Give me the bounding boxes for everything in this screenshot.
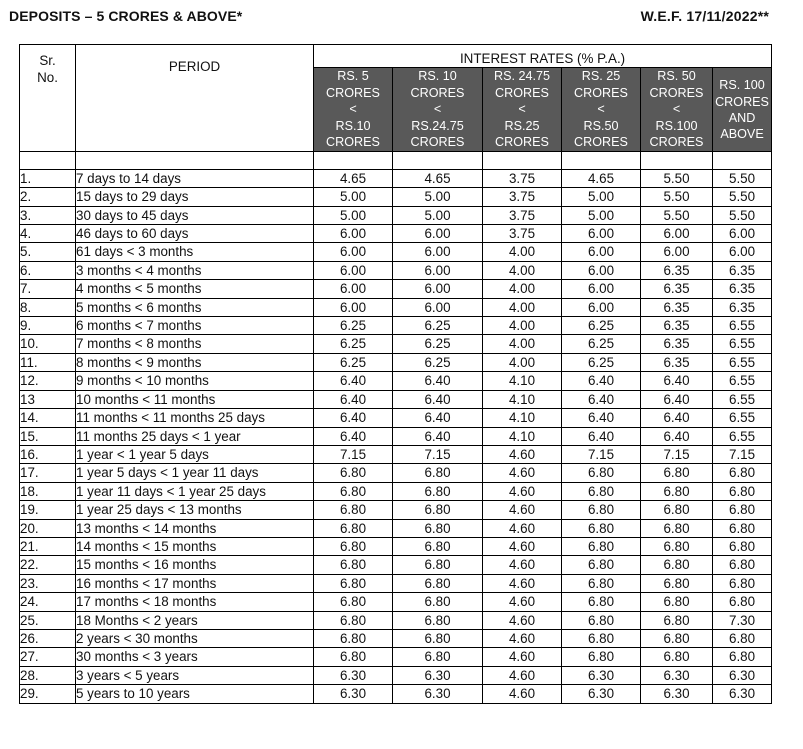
rate-cell: 6.25 xyxy=(314,335,393,353)
rate-cell: 6.80 xyxy=(713,629,772,647)
rate-cell: 6.55 xyxy=(713,317,772,335)
sr-no-cell: 16. xyxy=(20,445,76,463)
spacer-row xyxy=(20,152,772,169)
interest-rates-header: INTEREST RATES (% P.A.) xyxy=(314,45,772,68)
rate-cell: 5.50 xyxy=(641,188,713,206)
rate-cell: 6.35 xyxy=(713,280,772,298)
rate-cell: 6.25 xyxy=(314,317,393,335)
period-cell: 8 months < 9 months xyxy=(76,353,314,371)
rate-cell: 4.60 xyxy=(483,685,562,703)
rate-cell: 6.40 xyxy=(641,390,713,408)
rate-cell: 6.80 xyxy=(314,648,393,666)
rate-cell: 6.55 xyxy=(713,409,772,427)
rate-cell: 6.80 xyxy=(393,482,483,500)
rate-cell: 4.60 xyxy=(483,482,562,500)
period-cell: 1 year 5 days < 1 year 11 days xyxy=(76,464,314,482)
rate-cell: 6.80 xyxy=(562,611,641,629)
rate-cell: 6.00 xyxy=(641,225,713,243)
rate-cell: 4.60 xyxy=(483,537,562,555)
rate-cell: 6.00 xyxy=(713,243,772,261)
rate-cell: 6.00 xyxy=(562,243,641,261)
rate-cell: 5.00 xyxy=(562,206,641,224)
period-cell: 3 years < 5 years xyxy=(76,666,314,684)
rate-cell: 4.65 xyxy=(393,169,483,187)
rate-cell: 6.40 xyxy=(641,372,713,390)
sr-no-cell: 27. xyxy=(20,648,76,666)
rate-cell: 6.35 xyxy=(641,335,713,353)
table-row xyxy=(20,593,772,611)
rate-cell: 6.00 xyxy=(393,280,483,298)
rate-cell: 4.65 xyxy=(562,169,641,187)
period-cell: 11 months 25 days < 1 year xyxy=(76,427,314,445)
rate-cell: 4.60 xyxy=(483,648,562,666)
sr-no-cell: 12. xyxy=(20,372,76,390)
period-cell: 11 months < 11 months 25 days xyxy=(76,409,314,427)
rate-cell: 6.80 xyxy=(641,629,713,647)
rate-cell: 6.00 xyxy=(393,261,483,279)
table-row xyxy=(20,574,772,592)
sr-no-cell: 2. xyxy=(20,188,76,206)
rate-cell: 6.00 xyxy=(393,298,483,316)
rate-cell: 6.80 xyxy=(393,611,483,629)
table-row xyxy=(20,611,772,629)
sr-no-cell: 14. xyxy=(20,409,76,427)
period-cell: 6 months < 7 months xyxy=(76,317,314,335)
rate-cell: 6.00 xyxy=(393,225,483,243)
rate-cell: 6.00 xyxy=(562,225,641,243)
rate-cell: 6.80 xyxy=(562,464,641,482)
table-row xyxy=(20,243,772,261)
sr-no-cell: 13 xyxy=(20,390,76,408)
slab-header-2: RS. 10 CRORES < RS.24.75 CRORES xyxy=(393,68,483,152)
rate-cell: 6.80 xyxy=(314,464,393,482)
rate-cell: 6.25 xyxy=(562,353,641,371)
rate-cell: 6.80 xyxy=(562,482,641,500)
rate-cell: 6.40 xyxy=(641,427,713,445)
rate-cell: 5.50 xyxy=(713,188,772,206)
rate-cell: 4.00 xyxy=(483,317,562,335)
rate-cell: 6.80 xyxy=(641,464,713,482)
table-row xyxy=(20,261,772,279)
rate-cell: 6.80 xyxy=(393,648,483,666)
spacer-cell xyxy=(641,152,713,169)
rate-cell: 6.30 xyxy=(314,685,393,703)
rate-cell: 6.80 xyxy=(562,593,641,611)
rate-cell: 5.00 xyxy=(314,206,393,224)
rate-cell: 6.00 xyxy=(393,243,483,261)
table-row xyxy=(20,409,772,427)
period-cell: 30 days to 45 days xyxy=(76,206,314,224)
rate-cell: 6.00 xyxy=(314,298,393,316)
rate-cell: 6.80 xyxy=(641,648,713,666)
period-header: PERIOD xyxy=(76,45,314,152)
period-cell: 9 months < 10 months xyxy=(76,372,314,390)
rate-cell: 6.35 xyxy=(641,298,713,316)
rate-cell: 6.00 xyxy=(641,243,713,261)
rate-cell: 6.80 xyxy=(314,611,393,629)
sr-no-cell: 5. xyxy=(20,243,76,261)
rate-cell: 6.40 xyxy=(393,409,483,427)
rate-cell: 6.25 xyxy=(562,317,641,335)
rate-cell: 6.40 xyxy=(641,409,713,427)
rate-cell: 6.00 xyxy=(562,280,641,298)
sr-no-cell: 26. xyxy=(20,629,76,647)
rate-cell: 6.55 xyxy=(713,335,772,353)
rate-cell: 4.60 xyxy=(483,464,562,482)
rate-cell: 7.15 xyxy=(393,445,483,463)
rate-cell: 6.30 xyxy=(562,666,641,684)
rate-cell: 6.80 xyxy=(314,574,393,592)
rate-cell: 6.40 xyxy=(393,390,483,408)
sr-no-cell: 1. xyxy=(20,169,76,187)
rate-cell: 4.60 xyxy=(483,556,562,574)
table-row xyxy=(20,666,772,684)
period-cell: 7 days to 14 days xyxy=(76,169,314,187)
rate-cell: 6.80 xyxy=(562,648,641,666)
rate-cell: 6.30 xyxy=(641,666,713,684)
spacer-cell xyxy=(393,152,483,169)
rate-cell: 6.80 xyxy=(641,519,713,537)
rate-cell: 6.80 xyxy=(713,648,772,666)
sr-no-cell: 29. xyxy=(20,685,76,703)
table-row xyxy=(20,372,772,390)
rate-cell: 4.60 xyxy=(483,593,562,611)
spacer-cell xyxy=(713,152,772,169)
rate-cell: 6.35 xyxy=(713,261,772,279)
rate-cell: 6.40 xyxy=(562,427,641,445)
rate-cell: 6.35 xyxy=(641,280,713,298)
rate-cell: 5.50 xyxy=(713,169,772,187)
rate-cell: 5.00 xyxy=(562,188,641,206)
rate-cell: 6.55 xyxy=(713,427,772,445)
rate-cell: 4.60 xyxy=(483,574,562,592)
sr-no-cell: 11. xyxy=(20,353,76,371)
rate-cell: 6.80 xyxy=(314,537,393,555)
period-cell: 1 year 25 days < 13 months xyxy=(76,501,314,519)
rate-cell: 7.15 xyxy=(641,445,713,463)
period-cell: 4 months < 5 months xyxy=(76,280,314,298)
period-cell: 14 months < 15 months xyxy=(76,537,314,555)
rate-cell: 6.80 xyxy=(393,574,483,592)
rate-cell: 4.60 xyxy=(483,445,562,463)
rate-cell: 4.10 xyxy=(483,409,562,427)
rate-cell: 6.80 xyxy=(562,519,641,537)
rate-cell: 6.80 xyxy=(393,556,483,574)
rate-cell: 4.00 xyxy=(483,353,562,371)
rate-cell: 4.10 xyxy=(483,372,562,390)
rate-cell: 6.30 xyxy=(393,666,483,684)
rate-cell: 6.80 xyxy=(713,537,772,555)
slab-header-3: RS. 24.75 CRORES < RS.25 CRORES xyxy=(483,68,562,152)
rate-cell: 6.30 xyxy=(641,685,713,703)
rate-cell: 4.00 xyxy=(483,261,562,279)
rate-cell: 5.00 xyxy=(393,206,483,224)
rate-cell: 6.80 xyxy=(641,556,713,574)
table-row xyxy=(20,390,772,408)
rate-cell: 6.55 xyxy=(713,372,772,390)
rate-cell: 6.80 xyxy=(393,519,483,537)
rate-cell: 6.40 xyxy=(562,372,641,390)
rate-cell: 6.80 xyxy=(393,464,483,482)
rate-cell: 6.80 xyxy=(562,574,641,592)
rate-cell: 4.65 xyxy=(314,169,393,187)
rate-cell: 7.15 xyxy=(314,445,393,463)
sr-no-cell: 9. xyxy=(20,317,76,335)
sr-no-cell: 15. xyxy=(20,427,76,445)
sr-no-cell: 10. xyxy=(20,335,76,353)
rate-cell: 6.80 xyxy=(393,593,483,611)
rate-cell: 4.60 xyxy=(483,519,562,537)
rate-cell: 6.80 xyxy=(562,537,641,555)
rate-cell: 6.80 xyxy=(713,556,772,574)
rate-cell: 7.15 xyxy=(713,445,772,463)
rate-cell: 6.30 xyxy=(562,685,641,703)
rate-cell: 6.40 xyxy=(393,427,483,445)
rate-cell: 4.00 xyxy=(483,280,562,298)
rate-cell: 6.30 xyxy=(314,666,393,684)
sr-no-cell: 23. xyxy=(20,574,76,592)
table-row xyxy=(20,501,772,519)
period-cell: 17 months < 18 months xyxy=(76,593,314,611)
rate-cell: 6.80 xyxy=(562,501,641,519)
rate-cell: 6.80 xyxy=(393,501,483,519)
period-cell: 16 months < 17 months xyxy=(76,574,314,592)
sr-no-cell: 25. xyxy=(20,611,76,629)
table-row xyxy=(20,685,772,703)
rate-cell: 6.80 xyxy=(713,593,772,611)
table-row xyxy=(20,519,772,537)
rate-cell: 4.00 xyxy=(483,298,562,316)
table-row xyxy=(20,445,772,463)
period-cell: 10 months < 11 months xyxy=(76,390,314,408)
rate-cell: 6.30 xyxy=(713,666,772,684)
table-row xyxy=(20,556,772,574)
rate-cell: 6.80 xyxy=(713,501,772,519)
rate-cell: 6.80 xyxy=(713,574,772,592)
rate-cell: 4.00 xyxy=(483,243,562,261)
period-cell: 5 years to 10 years xyxy=(76,685,314,703)
document-title: DEPOSITS – 5 CRORES & ABOVE* xyxy=(9,8,243,24)
rate-cell: 6.80 xyxy=(314,593,393,611)
effective-date: W.E.F. 17/11/2022** xyxy=(640,8,769,24)
rate-cell: 6.40 xyxy=(314,409,393,427)
rate-cell: 6.80 xyxy=(641,482,713,500)
rate-cell: 4.60 xyxy=(483,666,562,684)
rate-cell: 3.75 xyxy=(483,225,562,243)
rate-cell: 6.35 xyxy=(641,261,713,279)
rate-cell: 6.80 xyxy=(641,611,713,629)
period-cell: 46 days to 60 days xyxy=(76,225,314,243)
rate-cell: 5.50 xyxy=(713,206,772,224)
rate-cell: 6.80 xyxy=(393,537,483,555)
period-cell: 1 year < 1 year 5 days xyxy=(76,445,314,463)
rates-table-body xyxy=(20,152,772,703)
rate-cell: 6.80 xyxy=(713,464,772,482)
sr-no-cell: 7. xyxy=(20,280,76,298)
period-cell: 13 months < 14 months xyxy=(76,519,314,537)
table-row xyxy=(20,298,772,316)
slab-header-5: RS. 50 CRORES < RS.100 CRORES xyxy=(641,68,713,152)
rate-cell: 6.30 xyxy=(713,685,772,703)
spacer-cell xyxy=(76,152,314,169)
sr-no-cell: 21. xyxy=(20,537,76,555)
table-row xyxy=(20,648,772,666)
rate-cell: 7.15 xyxy=(562,445,641,463)
period-cell: 18 Months < 2 years xyxy=(76,611,314,629)
period-cell: 30 months < 3 years xyxy=(76,648,314,666)
sr-no-cell: 22. xyxy=(20,556,76,574)
rate-cell: 5.50 xyxy=(641,206,713,224)
rate-cell: 4.00 xyxy=(483,335,562,353)
table-row xyxy=(20,188,772,206)
rate-cell: 6.30 xyxy=(393,685,483,703)
spacer-cell xyxy=(20,152,76,169)
sr-no-cell: 6. xyxy=(20,261,76,279)
sr-no-cell: 18. xyxy=(20,482,76,500)
rate-cell: 6.00 xyxy=(314,280,393,298)
table-row xyxy=(20,206,772,224)
sr-no-cell: 8. xyxy=(20,298,76,316)
rate-cell: 6.35 xyxy=(641,353,713,371)
rate-cell: 6.80 xyxy=(641,537,713,555)
period-cell: 7 months < 8 months xyxy=(76,335,314,353)
rate-cell: 6.55 xyxy=(713,390,772,408)
period-cell: 15 days to 29 days xyxy=(76,188,314,206)
table-row xyxy=(20,280,772,298)
rate-cell: 6.35 xyxy=(641,317,713,335)
rate-cell: 5.00 xyxy=(393,188,483,206)
rate-cell: 4.60 xyxy=(483,611,562,629)
rate-cell: 6.00 xyxy=(562,298,641,316)
period-cell: 3 months < 4 months xyxy=(76,261,314,279)
table-row xyxy=(20,353,772,371)
sr-no-header xyxy=(20,45,76,152)
table-row xyxy=(20,317,772,335)
rate-cell: 4.60 xyxy=(483,501,562,519)
rate-cell: 7.30 xyxy=(713,611,772,629)
sr-no-cell: 20. xyxy=(20,519,76,537)
sr-no-cell: 3. xyxy=(20,206,76,224)
rate-cell: 6.80 xyxy=(314,556,393,574)
rate-cell: 3.75 xyxy=(483,169,562,187)
rate-cell: 6.40 xyxy=(562,390,641,408)
rate-cell: 6.80 xyxy=(314,501,393,519)
table-row xyxy=(20,537,772,555)
slab-header-6: RS. 100 CRORES AND ABOVE xyxy=(713,68,772,152)
rate-cell: 6.55 xyxy=(713,353,772,371)
sr-no-cell: 28. xyxy=(20,666,76,684)
sr-no-cell: 17. xyxy=(20,464,76,482)
rate-cell: 6.00 xyxy=(562,261,641,279)
rate-cell: 6.35 xyxy=(713,298,772,316)
spacer-cell xyxy=(314,152,393,169)
table-row xyxy=(20,629,772,647)
header-row-top xyxy=(20,45,772,68)
rate-cell: 3.75 xyxy=(483,206,562,224)
rate-cell: 6.25 xyxy=(393,317,483,335)
rate-cell: 4.60 xyxy=(483,629,562,647)
sr-no-cell: 19. xyxy=(20,501,76,519)
sr-no-cell: 4. xyxy=(20,225,76,243)
table-row xyxy=(20,464,772,482)
table-row xyxy=(20,427,772,445)
slab-header-4: RS. 25 CRORES < RS.50 CRORES xyxy=(562,68,641,152)
rate-cell: 4.10 xyxy=(483,427,562,445)
rate-cell: 6.40 xyxy=(314,372,393,390)
slab-header-1: RS. 5 CRORES < RS.10 CRORES xyxy=(314,68,393,152)
table-row xyxy=(20,482,772,500)
rate-cell: 6.80 xyxy=(314,629,393,647)
rate-cell: 6.40 xyxy=(314,390,393,408)
rate-cell: 6.80 xyxy=(641,501,713,519)
rate-cell: 6.40 xyxy=(562,409,641,427)
rate-cell: 6.80 xyxy=(314,519,393,537)
rate-cell: 6.80 xyxy=(641,574,713,592)
period-cell: 1 year 11 days < 1 year 25 days xyxy=(76,482,314,500)
rate-cell: 6.00 xyxy=(713,225,772,243)
table-row xyxy=(20,335,772,353)
rate-cell: 5.00 xyxy=(314,188,393,206)
spacer-cell xyxy=(483,152,562,169)
rate-cell: 3.75 xyxy=(483,188,562,206)
sr-no-header-label: Sr. No. xyxy=(37,53,58,86)
rate-cell: 6.40 xyxy=(393,372,483,390)
period-cell: 2 years < 30 months xyxy=(76,629,314,647)
rate-cell: 6.80 xyxy=(393,629,483,647)
table-row xyxy=(20,225,772,243)
rate-cell: 6.80 xyxy=(641,593,713,611)
rate-cell: 6.25 xyxy=(562,335,641,353)
rate-cell: 5.50 xyxy=(641,169,713,187)
table-row xyxy=(20,169,772,187)
period-cell: 5 months < 6 months xyxy=(76,298,314,316)
rate-cell: 6.00 xyxy=(314,261,393,279)
rate-cell: 6.80 xyxy=(713,482,772,500)
rate-cell: 6.80 xyxy=(314,482,393,500)
interest-rates-table xyxy=(19,44,772,704)
rate-cell: 4.10 xyxy=(483,390,562,408)
rate-cell: 6.40 xyxy=(314,427,393,445)
rate-cell: 6.80 xyxy=(713,519,772,537)
rate-cell: 6.25 xyxy=(393,335,483,353)
rate-cell: 6.25 xyxy=(314,353,393,371)
rate-cell: 6.80 xyxy=(562,629,641,647)
rate-cell: 6.80 xyxy=(562,556,641,574)
sr-no-cell: 24. xyxy=(20,593,76,611)
rate-cell: 6.25 xyxy=(393,353,483,371)
rate-cell: 6.00 xyxy=(314,243,393,261)
period-cell: 61 days < 3 months xyxy=(76,243,314,261)
rate-cell: 6.00 xyxy=(314,225,393,243)
period-cell: 15 months < 16 months xyxy=(76,556,314,574)
spacer-cell xyxy=(562,152,641,169)
